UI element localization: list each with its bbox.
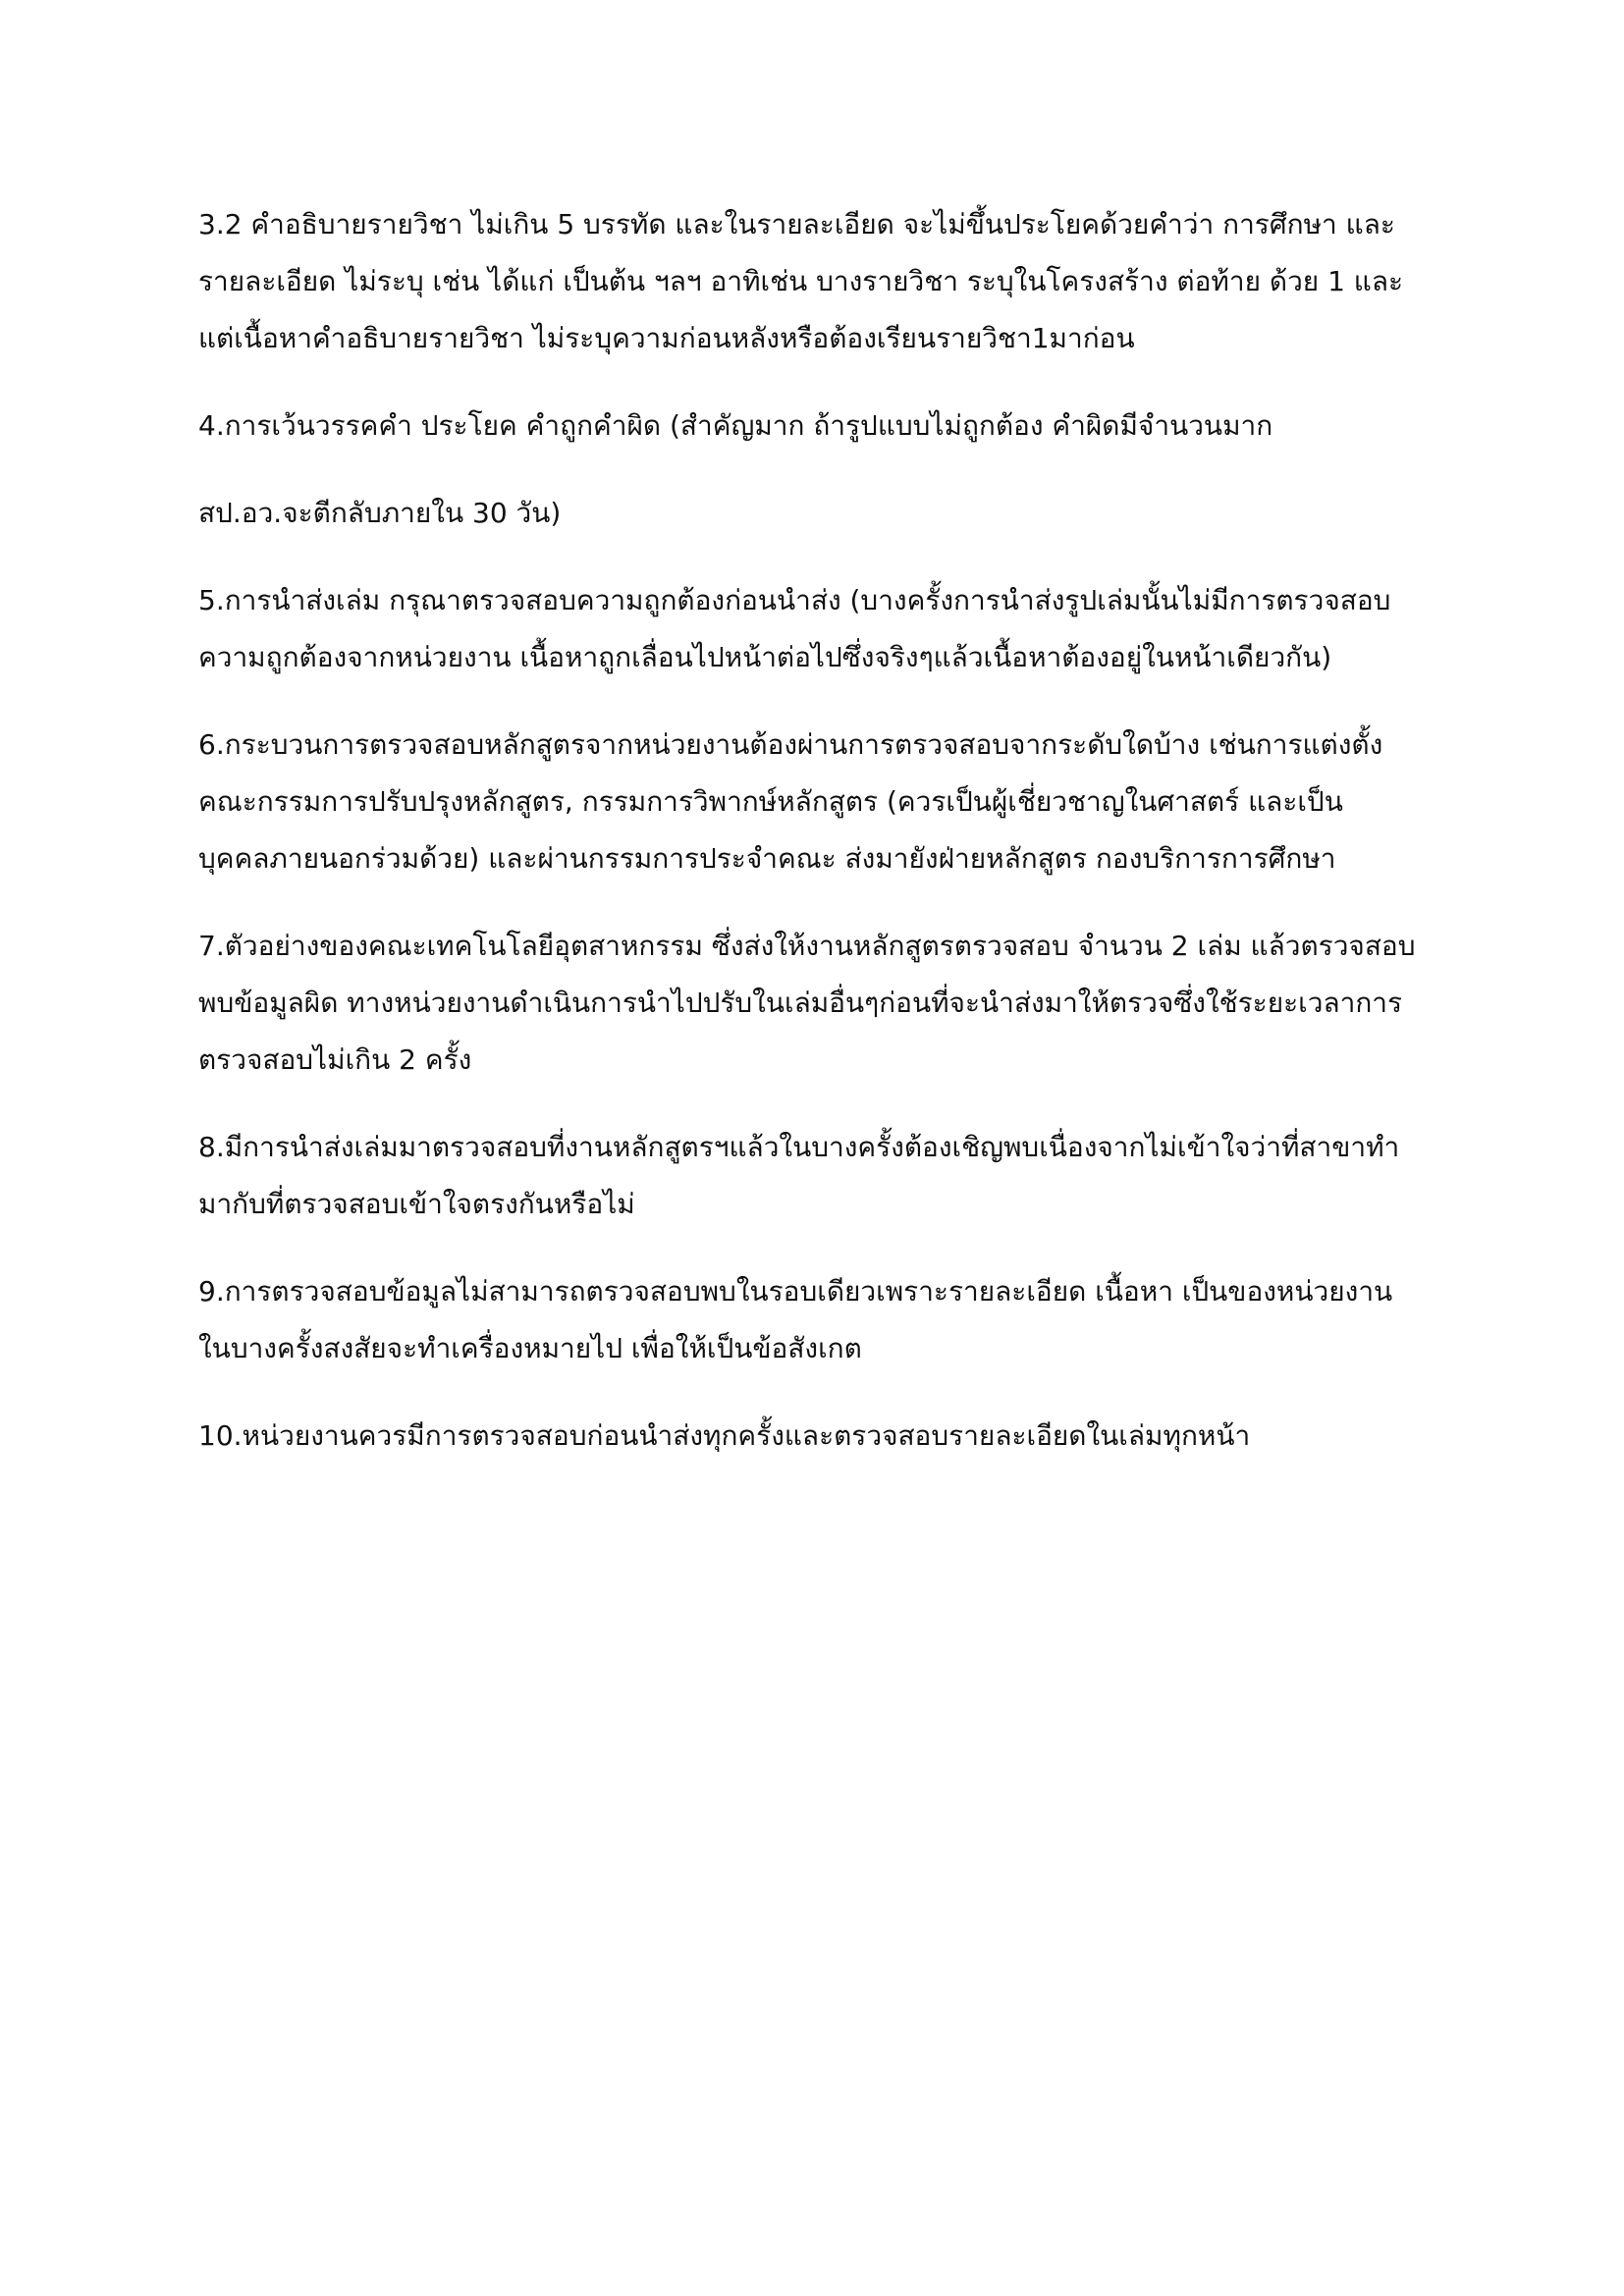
paragraph-line: มากับที่ตรวจสอบเข้าใจตรงกันหรือไม่ xyxy=(198,1188,635,1220)
document-body xyxy=(198,196,1460,1495)
paragraph-line: 6.กระบวนการตรวจสอบหลักสูตรจากหน่วยงานต้องผ่านการตรวจสอบจากระดับใดบ้าง เช่นการแต่งตั้ง xyxy=(198,728,1383,761)
paragraph-5 xyxy=(198,572,1460,686)
paragraph-line: รายละเอียด ไม่ระบุ เช่น ได้แก่ เป็นต้น ฯลฯ อาทิเช่น บางรายวิชา ระบุในโครงสร้าง ต่อท้าย ด้วย 1 และ xyxy=(198,265,1404,297)
paragraph-9 xyxy=(198,1263,1460,1377)
paragraph-10 xyxy=(198,1408,1460,1465)
paragraph-line: 10.หน่วยงานควรมีการตรวจสอบก่อนนำส่งทุกครั้งและตรวจสอบรายละเอียดในเล่มทุกหน้า xyxy=(198,1419,1251,1452)
paragraph-line: พบข้อมูลผิด ทางหน่วยงานดำเนินการนำไปปรับในเล่มอื่นๆก่อนที่จะนำส่งมาให้ตรวจซึ่งใช้ระยะเวลาการ xyxy=(198,987,1403,1019)
paragraph-8 xyxy=(198,1119,1460,1233)
paragraph-line: 3.2 คำอธิบายรายวิชา ไม่เกิน 5 บรรทัด และในรายละเอียด จะไม่ขึ้นประโยคด้วยคำว่า การศึกษา และ xyxy=(198,208,1395,240)
paragraph-4-continued xyxy=(198,485,1460,542)
paragraph-3-2 xyxy=(198,196,1460,367)
paragraph-line: สป.อว.จะตีกลับภายใน 30 วัน) xyxy=(198,497,562,529)
paragraph-line: 7.ตัวอย่างของคณะเทคโนโลยีอุตสาหกรรม ซึ่งส่งให้งานหลักสูตรตรวจสอบ จำนวน 2 เล่ม แล้วตรวจสอบ xyxy=(198,930,1416,962)
paragraph-line: 5.การนำส่งเล่ม กรุณาตรวจสอบความถูกต้องก่อนนำส่ง (บางครั้งการนำส่งรูปเล่มนั้นไม่มีการตรวจสอบ xyxy=(198,584,1391,616)
paragraph-line: 9.การตรวจสอบข้อมูลไม่สามารถตรวจสอบพบในรอบเดียวเพราะรายละเอียด เนื้อหา เป็นของหน่วยงาน xyxy=(198,1275,1393,1308)
paragraph-7 xyxy=(198,918,1460,1089)
paragraph-line: แต่เนื้อหาคำอธิบายรายวิชา ไม่ระบุความก่อนหลังหรือต้องเรียนรายวิชา1มาก่อน xyxy=(198,322,1135,354)
paragraph-line: ตรวจสอบไม่เกิน 2 ครั้ง xyxy=(198,1043,472,1076)
paragraph-line: คณะกรรมการปรับปรุงหลักสูตร, กรรมการวิพากษ์หลักสูตร (ควรเป็นผู้เชี่ยวชาญในศาสตร์ และเป็น xyxy=(198,785,1343,818)
paragraph-line: ในบางครั้งสงสัยจะทำเครื่องหมายไป เพื่อให้เป็นข้อสังเกต xyxy=(198,1332,862,1364)
paragraph-line: บุคคลภายนอกร่วมด้วย) และผ่านกรรมการประจำคณะ ส่งมายังฝ่ายหลักสูตร กองบริการการศึกษา xyxy=(198,842,1336,875)
paragraph-line: 8.มีการนำส่งเล่มมาตรวจสอบที่งานหลักสูตรฯแล้วในบางครั้งต้องเชิญพบเนื่องจากไม่เข้าใจว่าที่สาขาทำ xyxy=(198,1131,1400,1163)
paragraph-6 xyxy=(198,717,1460,887)
paragraph-line: ความถูกต้องจากหน่วยงาน เนื้อหาถูกเลื่อนไปหน้าต่อไปซึ่งจริงๆแล้วเนื้อหาต้องอยู่ในหน้าเดียวกัน) xyxy=(198,641,1332,673)
paragraph-4 xyxy=(198,398,1460,454)
paragraph-line: 4.การเว้นวรรคคำ ประโยค คำถูกคำผิด (สำคัญมาก ถ้ารูปแบบไม่ถูกต้อง คำผิดมีจำนวนมาก xyxy=(198,409,1273,442)
